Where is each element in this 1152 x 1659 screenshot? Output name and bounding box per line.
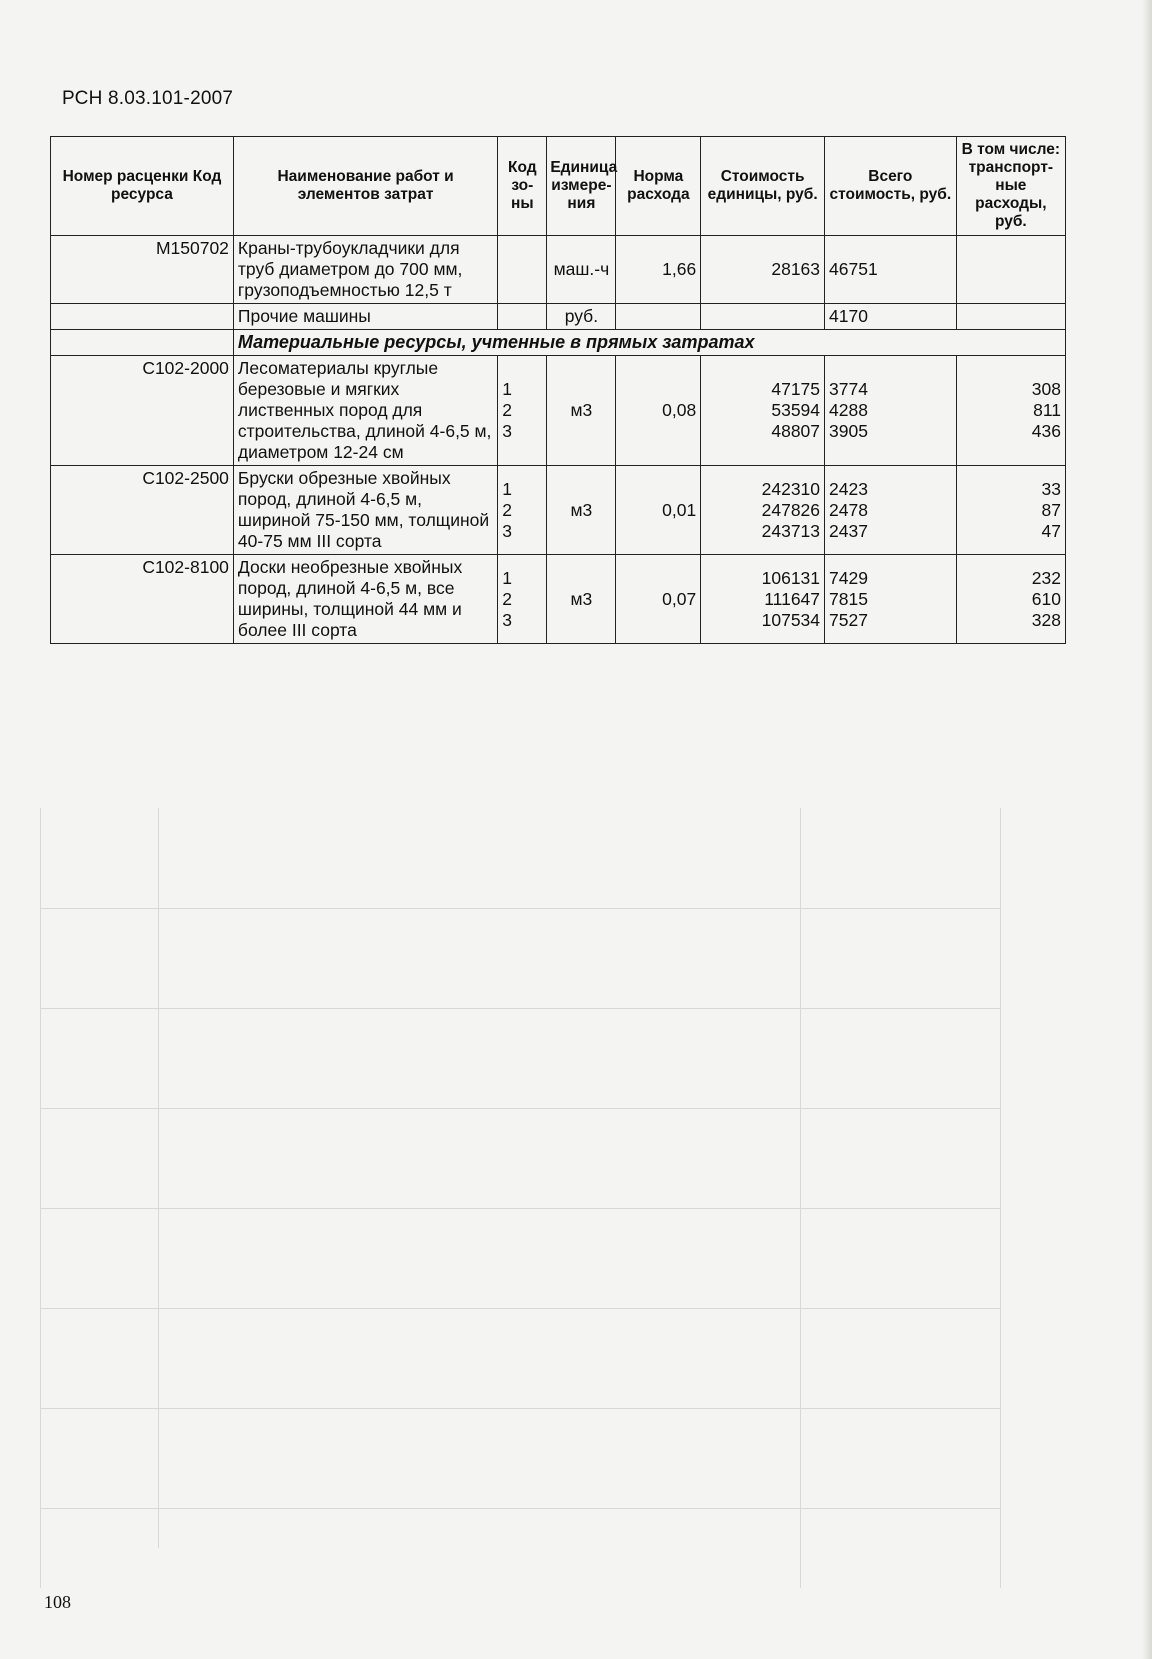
norm-cell: 0,07: [616, 555, 701, 644]
zone-cell: 1 2 3: [498, 356, 547, 466]
col-header-zone: Код зо-ны: [498, 137, 547, 236]
unit-cell: м3: [547, 555, 616, 644]
zone-cell: 1 2 3: [498, 555, 547, 644]
resource-name: Прочие машины: [233, 304, 497, 330]
unit-cost-cell: [701, 304, 825, 330]
col-header-unit: Единица измере-ния: [547, 137, 616, 236]
bleed-through-grid: [40, 808, 1070, 1588]
resource-code: С102-2000: [51, 356, 234, 466]
table-row: [51, 356, 1066, 466]
norm-cell: [616, 304, 701, 330]
table-row: [51, 236, 1066, 304]
unit-cell: м3: [547, 466, 616, 555]
table-header-row: [51, 137, 1066, 236]
col-header-code: Номер расценки Код ресурса: [51, 137, 234, 236]
rates-table: [50, 136, 1066, 644]
unit-cost-cell: 47175 53594 48807: [701, 356, 825, 466]
unit-cost-cell: 28163: [701, 236, 825, 304]
table-row: [51, 304, 1066, 330]
total-cost-cell: 4170: [825, 304, 957, 330]
table-row: [51, 555, 1066, 644]
page-edge-shadow: [1142, 0, 1152, 1659]
section-title: Материальные ресурсы, учтенные в прямых затратах: [233, 330, 1065, 356]
transport-cell: 232 610 328: [956, 555, 1065, 644]
total-cost-cell: 46751: [825, 236, 957, 304]
unit-cell: руб.: [547, 304, 616, 330]
resource-name: Лесоматериалы круглые березовые и мягких лиственных пород для строительства, длиной 4-6,5 м, диаметром 12-24 см: [233, 356, 497, 466]
resource-code: [51, 304, 234, 330]
transport-cell: [956, 236, 1065, 304]
col-header-norm: Норма расхода: [616, 137, 701, 236]
norm-cell: 1,66: [616, 236, 701, 304]
section-row: [51, 330, 1066, 356]
table-row: [51, 466, 1066, 555]
norm-cell: 0,01: [616, 466, 701, 555]
col-header-transport: В том числе: транспорт-ные расходы, руб.: [956, 137, 1065, 236]
resource-code: С102-8100: [51, 555, 234, 644]
total-cost-cell: 7429 7815 7527: [825, 555, 957, 644]
resource-code: М150702: [51, 236, 234, 304]
total-cost-cell: 2423 2478 2437: [825, 466, 957, 555]
document-code: РСН 8.03.101-2007: [62, 88, 234, 109]
resource-name: Бруски обрезные хвойных пород, длиной 4-6,5 м, шириной 75-150 мм, толщиной 40-75 мм III сорта: [233, 466, 497, 555]
zone-cell: 1 2 3: [498, 466, 547, 555]
total-cost-cell: 3774 4288 3905: [825, 356, 957, 466]
transport-cell: [956, 304, 1065, 330]
resource-name: Краны-трубоукладчики для труб диаметром до 700 мм, грузоподъемностью 12,5 т: [233, 236, 497, 304]
unit-cost-cell: 242310 247826 243713: [701, 466, 825, 555]
resource-name: Доски необрезные хвойных пород, длиной 4-6,5 м, все ширины, толщиной 44 мм и более III сорта: [233, 555, 497, 644]
zone-cell: [498, 304, 547, 330]
col-header-name: Наименование работ и элементов затрат: [233, 137, 497, 236]
transport-cell: 308 811 436: [956, 356, 1065, 466]
unit-cell: маш.-ч: [547, 236, 616, 304]
unit-cost-cell: 106131 111647 107534: [701, 555, 825, 644]
norm-cell: 0,08: [616, 356, 701, 466]
page-number: 108: [44, 1592, 71, 1612]
zone-cell: [498, 236, 547, 304]
resource-code: С102-2500: [51, 466, 234, 555]
transport-cell: 33 87 47: [956, 466, 1065, 555]
unit-cell: м3: [547, 356, 616, 466]
col-header-total: Всего стоимость, руб.: [825, 137, 957, 236]
col-header-unit-cost: Стоимость единицы, руб.: [701, 137, 825, 236]
